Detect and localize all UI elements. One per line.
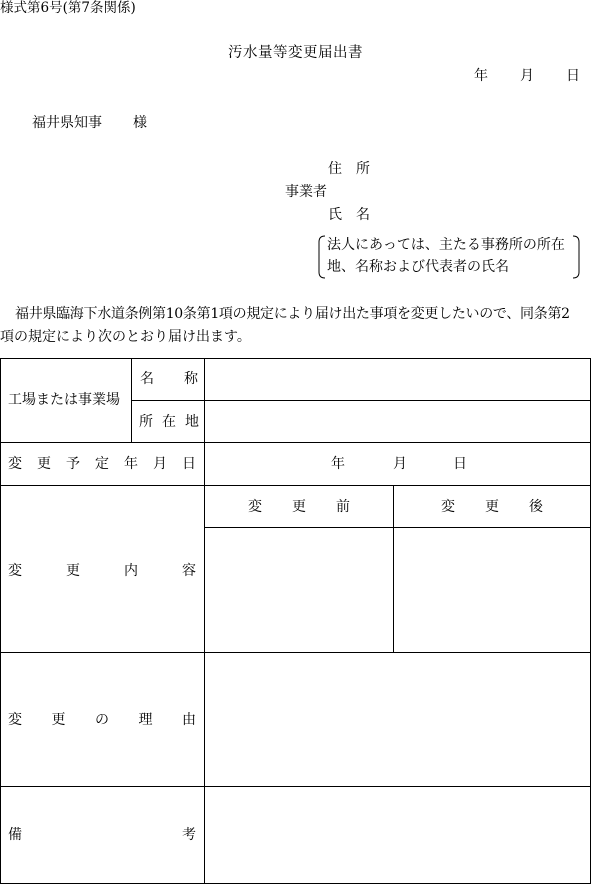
business-label: 事業者	[285, 184, 327, 200]
remarks-label: 備 考	[8, 827, 196, 843]
intro-line-1: 福井県臨海下水道条例第10条第1項の規定により届け出た事項を変更したいので、同条第2	[15, 306, 570, 322]
after-change-header: 変 更 後	[441, 499, 543, 515]
scheduled-date-day: 日	[453, 456, 467, 472]
change-reason-label: 変 更 の 理 由	[8, 712, 196, 728]
scheduled-date-month: 月	[393, 456, 407, 472]
factory-label: 工場または事業場	[8, 392, 120, 408]
after-change-field[interactable]	[397, 530, 587, 650]
change-reason-field[interactable]	[208, 655, 588, 783]
addressee-honorific: 様	[133, 115, 147, 131]
name-label: 氏名	[328, 207, 384, 223]
scheduled-date-label: 変 更 予 定 年 月 日	[8, 456, 196, 472]
date-day-label: 日	[566, 68, 580, 84]
document-title: 汚水量等変更届出書	[228, 45, 363, 61]
before-change-header: 変 更 前	[248, 499, 350, 515]
note-line-2: 地、名称および代表者の氏名	[327, 259, 509, 275]
date-year-label: 年	[474, 68, 488, 84]
before-change-field[interactable]	[208, 530, 390, 650]
factory-name-field[interactable]	[208, 360, 588, 398]
form-number: 様式第6号(第7条関係)	[0, 0, 136, 16]
intro-line-2: 項の規定により次のとおり届け出ます。	[0, 329, 251, 345]
note-line-1: 法人にあっては、主たる事務所の所在	[327, 237, 565, 253]
factory-name-label: 名 称	[140, 371, 198, 387]
change-content-label: 変 更 内 容	[8, 563, 196, 579]
date-month-label: 月	[520, 68, 534, 84]
address-label: 住所	[328, 161, 384, 177]
scheduled-date-year: 年	[331, 456, 345, 472]
factory-location-label: 所 在 地	[139, 414, 199, 430]
factory-location-field[interactable]	[208, 402, 588, 440]
remarks-field[interactable]	[208, 789, 588, 881]
form-table	[0, 358, 591, 884]
addressee-name: 福井県知事	[32, 115, 102, 131]
